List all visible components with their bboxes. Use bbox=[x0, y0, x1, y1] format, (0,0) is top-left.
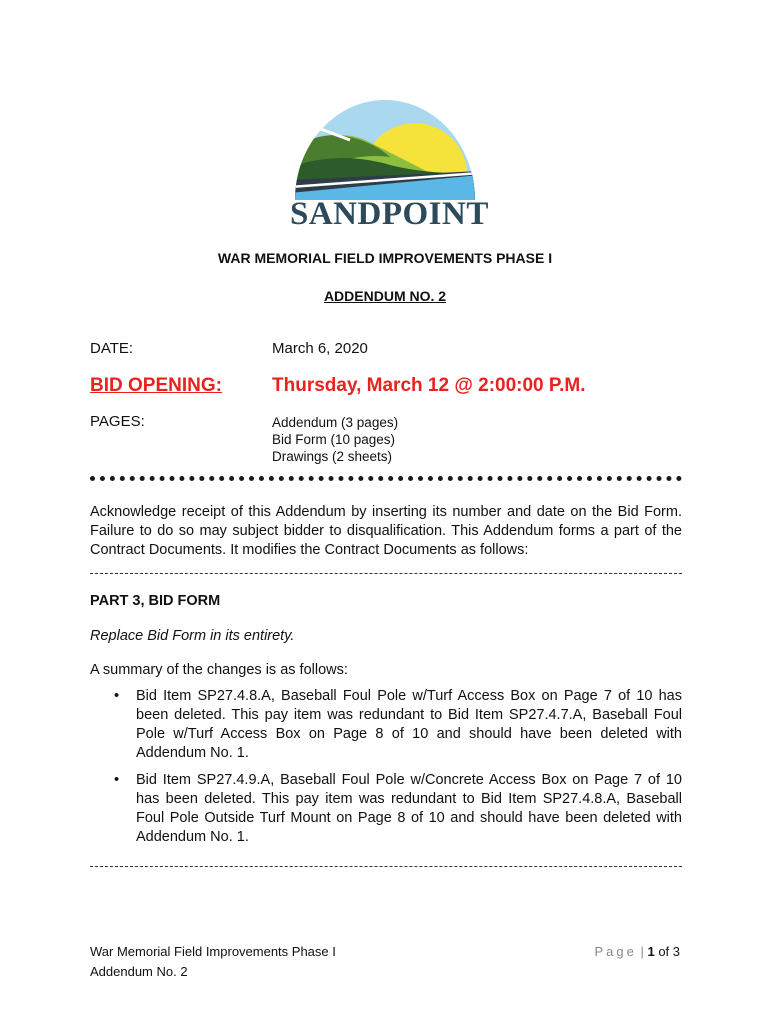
page-total: of 3 bbox=[658, 944, 680, 959]
dashed-divider bbox=[90, 573, 682, 574]
pages-list bbox=[272, 414, 398, 465]
acknowledge-paragraph: Acknowledge receipt of this Addendum by inserting its number and date on the Bid Form. Failure to do so may subject bidder to disqualification. This Addendum forms a part of the Contract Documents. It modifies the Contract Documents as follows: bbox=[90, 504, 682, 558]
page-current: 1 bbox=[647, 944, 655, 959]
section-title: PART 3, BID FORM bbox=[90, 593, 221, 609]
bullet-icon: • bbox=[114, 772, 120, 788]
pages-item: Bid Form (10 pages) bbox=[272, 432, 396, 447]
bid-opening-value: Thursday, March 12 @ 2:00:00 P.M. bbox=[272, 375, 586, 396]
addendum-heading: ADDENDUM NO. 2 bbox=[323, 288, 447, 304]
logo-wordmark: SANDPOINT bbox=[290, 196, 489, 232]
dotted-divider bbox=[90, 476, 682, 481]
dashed-divider bbox=[90, 866, 682, 867]
page-word: Page bbox=[594, 944, 637, 959]
instruction-text: Replace Bid Form in its entirety. bbox=[90, 628, 295, 644]
page-number: Page | 1 of 3 bbox=[594, 944, 680, 959]
list-item-text: Bid Item SP27.4.9.A, Baseball Foul Pole w/Concrete Access Box on Page 7 of 10 has been deleted. This pay item was redundant to Bid Item SP27.4.8.A, Baseball Foul Pole Outside Turf Mount on Page 8 of 10 and should have been deleted with Addendum No. 1. bbox=[136, 772, 682, 845]
list-item bbox=[90, 771, 682, 847]
date-value: March 6, 2020 bbox=[272, 340, 368, 357]
list-item bbox=[90, 687, 682, 763]
document-title: WAR MEMORIAL FIELD IMPROVEMENTS PHASE I bbox=[217, 250, 553, 266]
bid-opening-label: BID OPENING: bbox=[90, 375, 222, 396]
pages-item: Addendum (3 pages) bbox=[272, 415, 399, 430]
sandpoint-logo-graphic bbox=[290, 95, 480, 205]
pages-item: Drawings (2 sheets) bbox=[272, 449, 393, 464]
summary-intro: A summary of the changes is as follows: bbox=[90, 662, 348, 678]
list-item-text: Bid Item SP27.4.8.A, Baseball Foul Pole w/Turf Access Box on Page 7 of 10 has been deleted. This pay item was redundant to Bid Item SP27.4.7.A, Baseball Foul Pole w/Turf Access Box on Page 8 of 10 and should have been deleted with Addendum No. 1. bbox=[136, 688, 682, 761]
date-label: DATE: bbox=[90, 340, 134, 357]
pages-label: PAGES: bbox=[90, 413, 145, 430]
footer-line2: Addendum No. 2 bbox=[90, 964, 188, 979]
footer-line1: War Memorial Field Improvements Phase I bbox=[90, 944, 336, 959]
bullet-icon: • bbox=[114, 688, 120, 704]
changes-list bbox=[90, 687, 682, 855]
